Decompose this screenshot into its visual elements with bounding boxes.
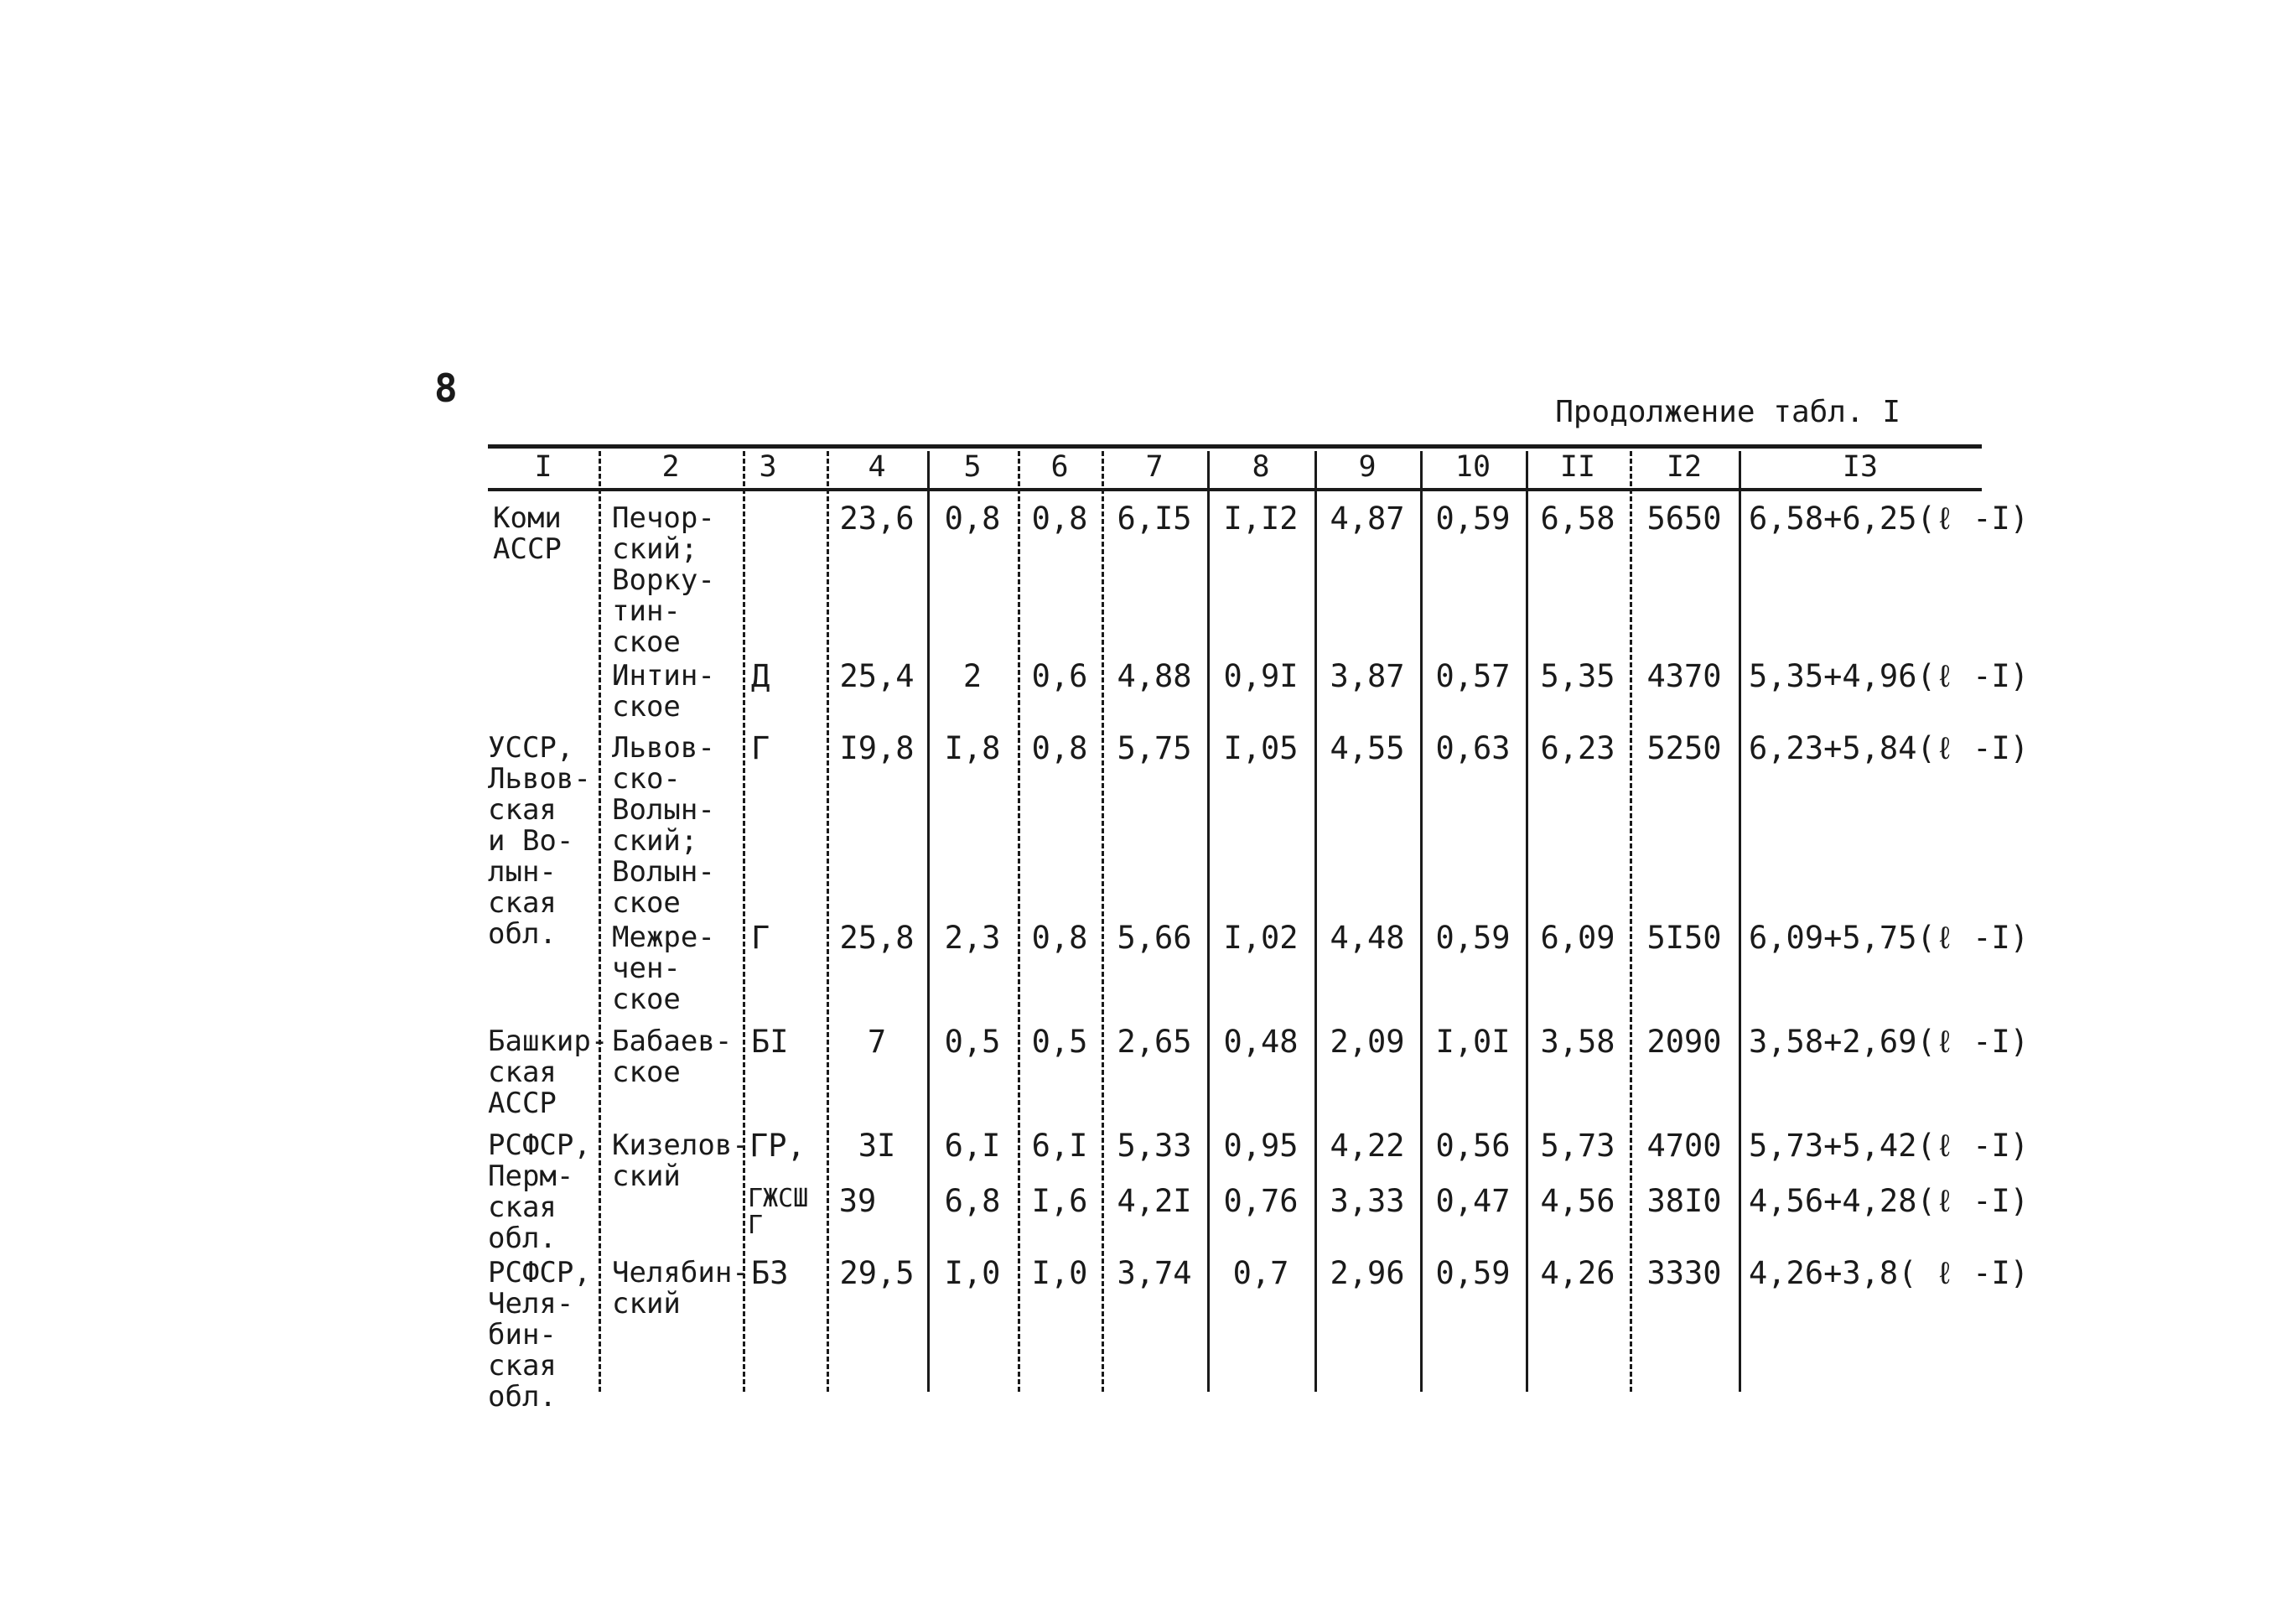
column-header: 6 [1050, 450, 1069, 484]
value-cell: 4700 [1646, 1128, 1722, 1164]
deposit-cell: Бабаев- ское [612, 1025, 733, 1089]
column-header: 4 [868, 450, 886, 484]
column-divider [827, 451, 829, 1392]
value-cell: 5,66 [1117, 920, 1192, 956]
value-cell: 4,55 [1330, 730, 1405, 766]
value-cell: 4,26 [1540, 1255, 1615, 1291]
formula-cell: 6,23+5,84(ℓ -I) [1749, 730, 2030, 766]
value-cell: I,6 [1031, 1183, 1088, 1219]
region-cell: РСФСР, Перм- ская обл. [488, 1128, 591, 1255]
value-cell: 5,75 [1117, 730, 1192, 766]
formula-cell: 6,09+5,75(ℓ -I) [1749, 920, 2030, 956]
value-cell: 4370 [1646, 658, 1722, 694]
formula-cell: 5,35+4,96(ℓ -I) [1749, 658, 2030, 694]
value-cell: 2,65 [1117, 1024, 1192, 1060]
value-cell: 3I [858, 1128, 896, 1164]
value-cell: 25,8 [839, 920, 915, 956]
coal-type-cell: Д [751, 658, 770, 694]
page-number: 8 [434, 366, 458, 411]
region-cell: Коми АССР [493, 501, 562, 566]
value-cell: 0,63 [1435, 730, 1511, 766]
column-divider [1207, 451, 1210, 1392]
value-cell: 0,76 [1223, 1183, 1299, 1219]
formula-cell: 4,56+4,28(ℓ -I) [1749, 1183, 2030, 1219]
value-cell: 2 [962, 658, 983, 694]
coal-type-cell: Г [751, 730, 770, 766]
value-cell: I,02 [1223, 920, 1299, 956]
deposit-cell: Интин- ское [612, 659, 715, 724]
value-cell: 6,I5 [1117, 501, 1192, 537]
formula-cell: 5,73+5,42(ℓ -I) [1749, 1128, 2030, 1164]
column-divider [1102, 451, 1104, 1392]
value-cell: 2090 [1646, 1024, 1722, 1060]
value-cell: 0,8 [1031, 920, 1088, 956]
column-header: 5 [963, 450, 982, 484]
value-cell: 2,96 [1330, 1255, 1405, 1291]
formula-cell: 6,58+6,25(ℓ -I) [1749, 501, 2030, 537]
value-cell: 6,58 [1540, 501, 1615, 537]
column-header: I3 [1842, 450, 1879, 484]
deposit-cell: Кизелов- ский [612, 1128, 749, 1193]
value-cell: 3,33 [1330, 1183, 1405, 1219]
column-divider [1630, 451, 1632, 1392]
value-cell: I9,8 [839, 730, 915, 766]
value-cell: 29,5 [839, 1255, 915, 1291]
deposit-cell: Львов- ско- Волын- ский; Волын- ское [612, 731, 715, 920]
value-cell: 0,8 [1031, 730, 1088, 766]
deposit-cell: Печор- ский; Ворку- тин- ское [612, 501, 715, 659]
formula-cell: 4,26+3,8( ℓ -I) [1749, 1255, 2030, 1291]
value-cell: 6,8 [944, 1183, 1001, 1219]
column-divider [927, 451, 930, 1392]
column-header: I [534, 450, 552, 484]
value-cell: 23,6 [839, 501, 915, 537]
value-cell: 5,73 [1540, 1128, 1615, 1164]
table-top-rule [488, 444, 1982, 449]
value-cell: I,0I [1435, 1024, 1511, 1060]
column-header: 7 [1145, 450, 1164, 484]
value-cell: I,8 [944, 730, 1001, 766]
region-cell: УССР, Львов- ская и Во- лын- ская обл. [488, 731, 591, 951]
value-cell: 38I0 [1646, 1183, 1722, 1219]
value-cell: 0,56 [1435, 1128, 1511, 1164]
value-cell: 0,59 [1435, 501, 1511, 537]
header-rule [488, 488, 1982, 491]
value-cell: 0,5 [944, 1024, 1001, 1060]
value-cell: 0,5 [1031, 1024, 1088, 1060]
value-cell: 39 [838, 1183, 877, 1219]
column-header: 9 [1358, 450, 1377, 484]
value-cell: 0,8 [944, 501, 1001, 537]
value-cell: 4,56 [1540, 1183, 1615, 1219]
column-header: 3 [759, 450, 777, 484]
value-cell: 0,59 [1435, 1255, 1511, 1291]
column-header: II [1559, 450, 1596, 484]
column-divider [1739, 451, 1741, 1392]
value-cell: 0,48 [1223, 1024, 1299, 1060]
value-cell: 0,7 [1232, 1255, 1289, 1291]
column-divider [743, 451, 745, 1392]
value-cell: 3330 [1646, 1255, 1722, 1291]
coal-type-cell: Г [751, 920, 770, 956]
value-cell: 2,09 [1330, 1024, 1405, 1060]
column-divider [1314, 451, 1317, 1392]
value-cell: 2,3 [944, 920, 1001, 956]
value-cell: 6,I [944, 1128, 1001, 1164]
coal-type-cell: БЗ [751, 1255, 789, 1291]
table-caption: Продолжение табл. I [1555, 395, 1900, 429]
value-cell: 6,09 [1540, 920, 1615, 956]
value-cell: 4,87 [1330, 501, 1405, 537]
value-cell: 5I50 [1646, 920, 1722, 956]
value-cell: 0,59 [1435, 920, 1511, 956]
value-cell: 0,9I [1223, 658, 1299, 694]
value-cell: 4,48 [1330, 920, 1405, 956]
value-cell: I,0 [1031, 1255, 1088, 1291]
column-header: 10 [1454, 450, 1491, 484]
coal-type-cell: ГР, [749, 1128, 806, 1164]
value-cell: I,05 [1223, 730, 1299, 766]
value-cell: 5,35 [1540, 658, 1615, 694]
value-cell: 5250 [1646, 730, 1722, 766]
value-cell: 6,I [1031, 1128, 1088, 1164]
value-cell: I,0 [944, 1255, 1001, 1291]
column-header: I2 [1666, 450, 1703, 484]
value-cell: 0,8 [1031, 501, 1088, 537]
value-cell: 4,88 [1117, 658, 1192, 694]
deposit-cell: Межре- чен- ское [612, 921, 715, 1016]
value-cell: 0,6 [1031, 658, 1088, 694]
value-cell: 5,33 [1117, 1128, 1192, 1164]
value-cell: 4,2I [1117, 1183, 1192, 1219]
value-cell: 0,47 [1435, 1183, 1511, 1219]
value-cell: 25,4 [839, 658, 915, 694]
column-header: 2 [661, 450, 680, 484]
value-cell: 3,87 [1330, 658, 1405, 694]
value-cell: 4,22 [1330, 1128, 1405, 1164]
column-divider [1018, 451, 1020, 1392]
column-divider [599, 451, 601, 1392]
value-cell: 3,74 [1117, 1255, 1192, 1291]
formula-cell: 3,58+2,69(ℓ -I) [1749, 1024, 2030, 1060]
coal-type-cell: БI [751, 1024, 789, 1060]
value-cell: 0,57 [1435, 658, 1511, 694]
region-cell: РСФСР, Челя- бин- ская обл. [488, 1256, 591, 1414]
value-cell: 7 [867, 1024, 887, 1060]
value-cell: 3,58 [1540, 1024, 1615, 1060]
column-divider [1420, 451, 1423, 1392]
deposit-cell: Челябин- ский [612, 1256, 749, 1320]
value-cell: I,I2 [1223, 501, 1299, 537]
value-cell: 6,23 [1540, 730, 1615, 766]
value-cell: 5650 [1646, 501, 1722, 537]
coal-type-cell: ГЖСШ Г [748, 1184, 809, 1240]
value-cell: 0,95 [1223, 1128, 1299, 1164]
column-header: 8 [1252, 450, 1270, 484]
region-cell: Башкир- ская АССР [488, 1025, 609, 1120]
column-divider [1526, 451, 1528, 1392]
